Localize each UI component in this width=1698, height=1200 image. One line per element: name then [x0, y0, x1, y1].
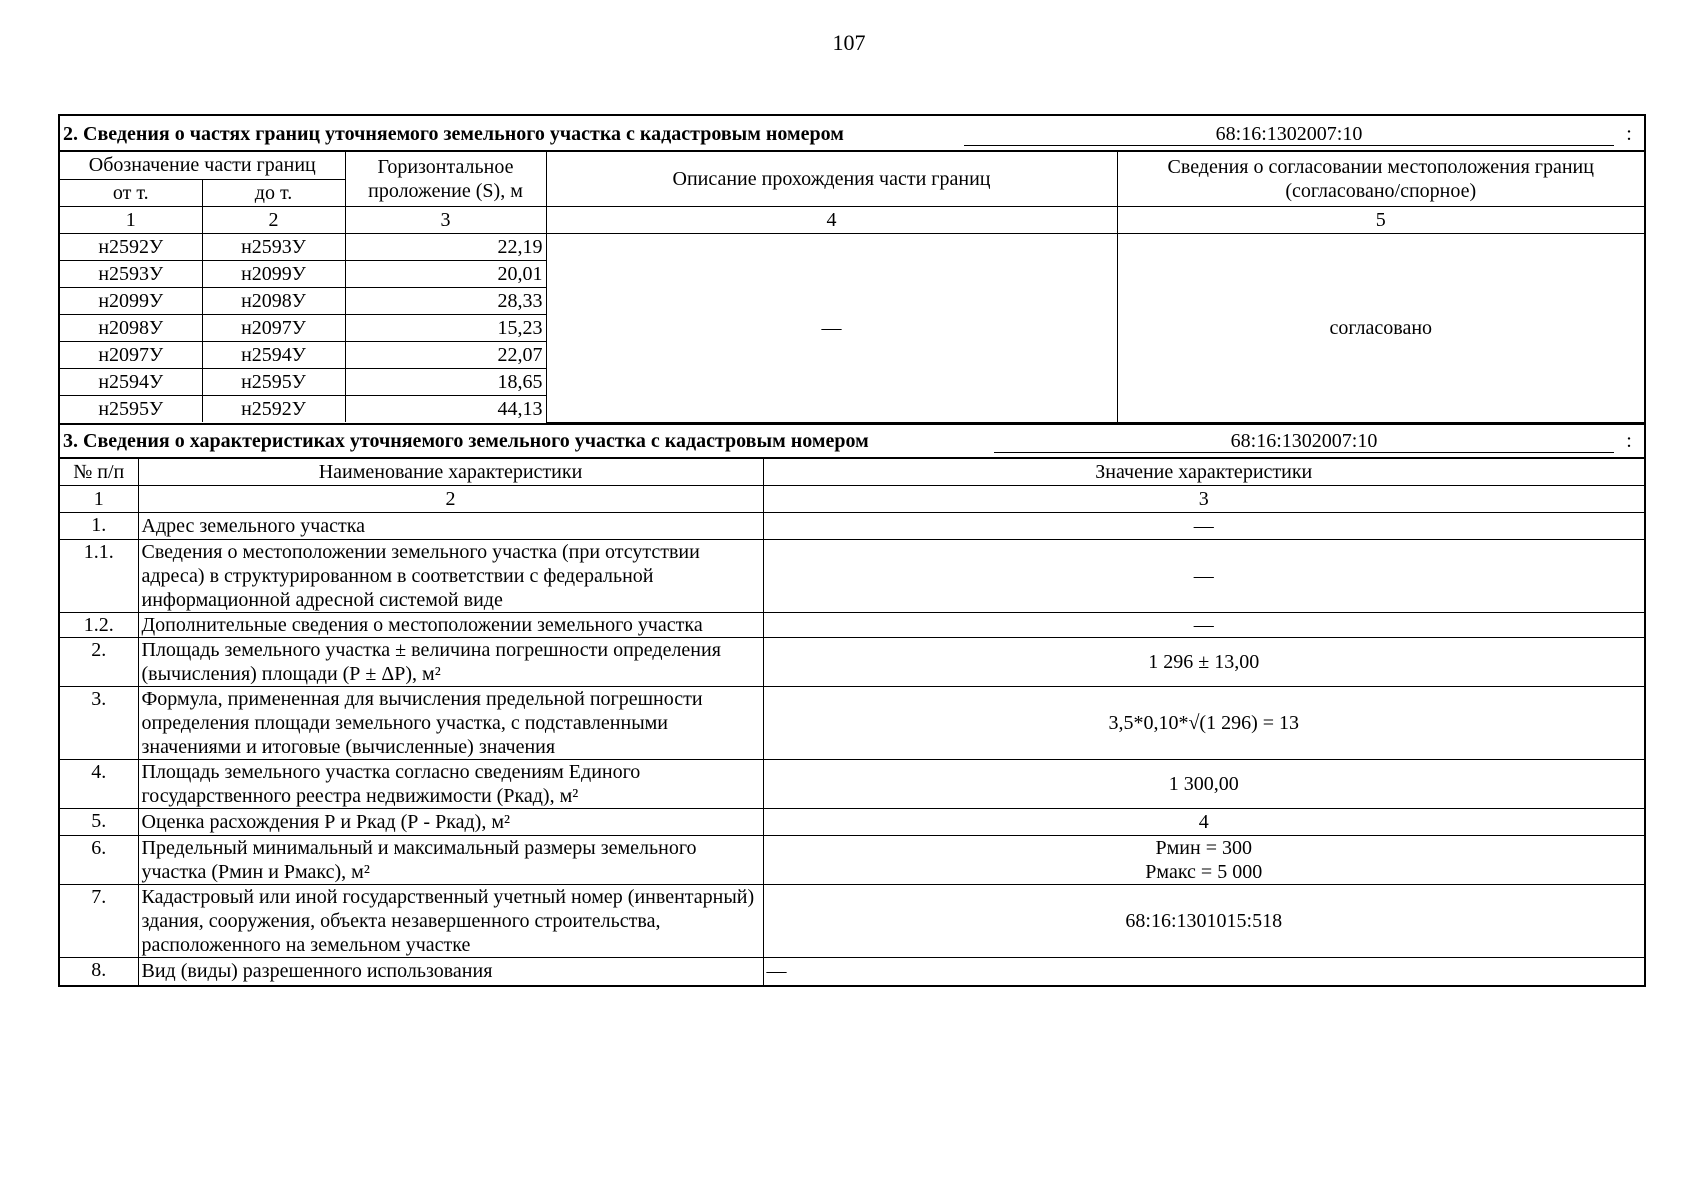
section2-table [60, 152, 1644, 423]
table-row [60, 638, 1644, 687]
table-row [60, 809, 1644, 836]
row-num: 1.1. [60, 540, 138, 613]
row-num: 6. [60, 836, 138, 885]
table-row [60, 836, 1644, 885]
col-number: 4 [546, 206, 1117, 233]
horizontal-value: 22,07 [345, 341, 546, 368]
from-point: н2593У [60, 260, 202, 287]
to-point: н2099У [202, 260, 345, 287]
col-number: 1 [60, 206, 202, 233]
row-name: Предельный минимальный и максимальный размеры земельного участка (Рмин и Рмакс), м² [138, 836, 763, 885]
row-value: — [763, 540, 1644, 613]
table-row [60, 885, 1644, 958]
row-num: 1. [60, 513, 138, 540]
to-point: н2097У [202, 314, 345, 341]
section3-cadastral-number: 68:16:1302007:10 [994, 430, 1614, 453]
table-row [60, 687, 1644, 760]
section3-table [60, 459, 1644, 985]
document-table [58, 114, 1646, 987]
row-name: Площадь земельного участка ± величина погрешности определения (вычисления) площади (Р ± ΔР), м² [138, 638, 763, 687]
page-number: 107 [832, 30, 866, 55]
horizontal-value: 28,33 [345, 287, 546, 314]
row-name: Сведения о местоположении земельного участка (при отсутствии адреса) в структурированном в соответствии с федеральной информационной адресной системой виде [138, 540, 763, 613]
row-value-max: Рмакс = 5 000 [1145, 861, 1263, 883]
row-num: 2. [60, 638, 138, 687]
row-name: Дополнительные сведения о местоположении земельного участка [138, 613, 763, 638]
from-point: н2595У [60, 395, 202, 422]
row-value: 4 [763, 809, 1644, 836]
table-row [60, 760, 1644, 809]
from-point: н2099У [60, 287, 202, 314]
row-value: — [763, 958, 1644, 985]
row-name: Адрес земельного участка [138, 513, 763, 540]
horizontal-value: 44,13 [345, 395, 546, 422]
agreement-value: согласовано [1117, 233, 1644, 422]
row-name: Оценка расхождения Р и Ркад (Р - Ркад), м² [138, 809, 763, 836]
row-value: — [763, 613, 1644, 638]
description-value: — [546, 233, 1117, 422]
to-point: н2098У [202, 287, 345, 314]
header-num: № п/п [60, 459, 138, 486]
row-name: Вид (виды) разрешенного использования [138, 958, 763, 985]
section3-title: 3. Сведения о характеристиках уточняемого земельного участка с кадастровым номером [63, 429, 869, 452]
horizontal-value: 15,23 [345, 314, 546, 341]
row-num: 8. [60, 958, 138, 985]
horizontal-value: 20,01 [345, 260, 546, 287]
from-point: н2097У [60, 341, 202, 368]
header-to: до т. [202, 179, 345, 206]
row-value: 1 296 ± 13,00 [763, 638, 1644, 687]
row-num: 1.2. [60, 613, 138, 638]
col-number: 5 [1117, 206, 1644, 233]
row-value-min: Рмин = 300 [1155, 837, 1252, 859]
from-point: н2594У [60, 368, 202, 395]
row-num: 4. [60, 760, 138, 809]
from-point: н2098У [60, 314, 202, 341]
to-point: н2592У [202, 395, 345, 422]
header-value: Значение характеристики [763, 459, 1644, 486]
table-row [60, 540, 1644, 613]
col-number: 2 [138, 486, 763, 513]
row-num: 7. [60, 885, 138, 958]
section2-colon: : [1626, 123, 1632, 145]
col-number: 2 [202, 206, 345, 233]
row-name: Кадастровый или иной государственный учетный номер (инвентарный) здания, сооружения, объекта незавершенного строительства, расположенного на земельном участке [138, 885, 763, 958]
header-agreement: Сведения о согласовании местоположения границ (согласовано/спорное) [1117, 152, 1644, 206]
to-point: н2594У [202, 341, 345, 368]
header-description: Описание прохождения части границ [546, 152, 1117, 206]
section2-title: 2. Сведения о частях границ уточняемого земельного участка с кадастровым номером [63, 123, 844, 145]
row-value: — [763, 513, 1644, 540]
horizontal-value: 18,65 [345, 368, 546, 395]
to-point: н2595У [202, 368, 345, 395]
table-row [60, 958, 1644, 985]
row-num: 3. [60, 687, 138, 760]
section2-cadastral-number: 68:16:1302007:10 [964, 123, 1614, 146]
row-name: Площадь земельного участка согласно сведениям Единого государственного реестра недвижимости (Ркад), м² [138, 760, 763, 809]
from-point: н2592У [60, 233, 202, 260]
row-value: 68:16:1301015:518 [763, 885, 1644, 958]
row-value: 3,5*0,10*√(1 296) = 13 [763, 687, 1644, 760]
header-name: Наименование характеристики [138, 459, 763, 486]
table-row [60, 233, 1644, 260]
row-value: 1 300,00 [763, 760, 1644, 809]
table-row [60, 513, 1644, 540]
header-horizontal: Горизонтальное проложение (S), м [345, 152, 546, 206]
col-number: 1 [60, 486, 138, 513]
row-value-pair [763, 836, 1644, 885]
header-from: от т. [60, 179, 202, 206]
row-num: 5. [60, 809, 138, 836]
horizontal-value: 22,19 [345, 233, 546, 260]
row-name: Формула, примененная для вычисления предельной погрешности определения площади земельного участка, с подставленными значениями и итоговые (вычисленные) значения [138, 687, 763, 760]
header-designation: Обозначение части границ [60, 152, 345, 179]
section3-colon: : [1626, 429, 1632, 452]
section2-header [60, 116, 1644, 152]
section3-header [60, 423, 1644, 459]
table-row [60, 613, 1644, 638]
col-number: 3 [763, 486, 1644, 513]
to-point: н2593У [202, 233, 345, 260]
col-number: 3 [345, 206, 546, 233]
